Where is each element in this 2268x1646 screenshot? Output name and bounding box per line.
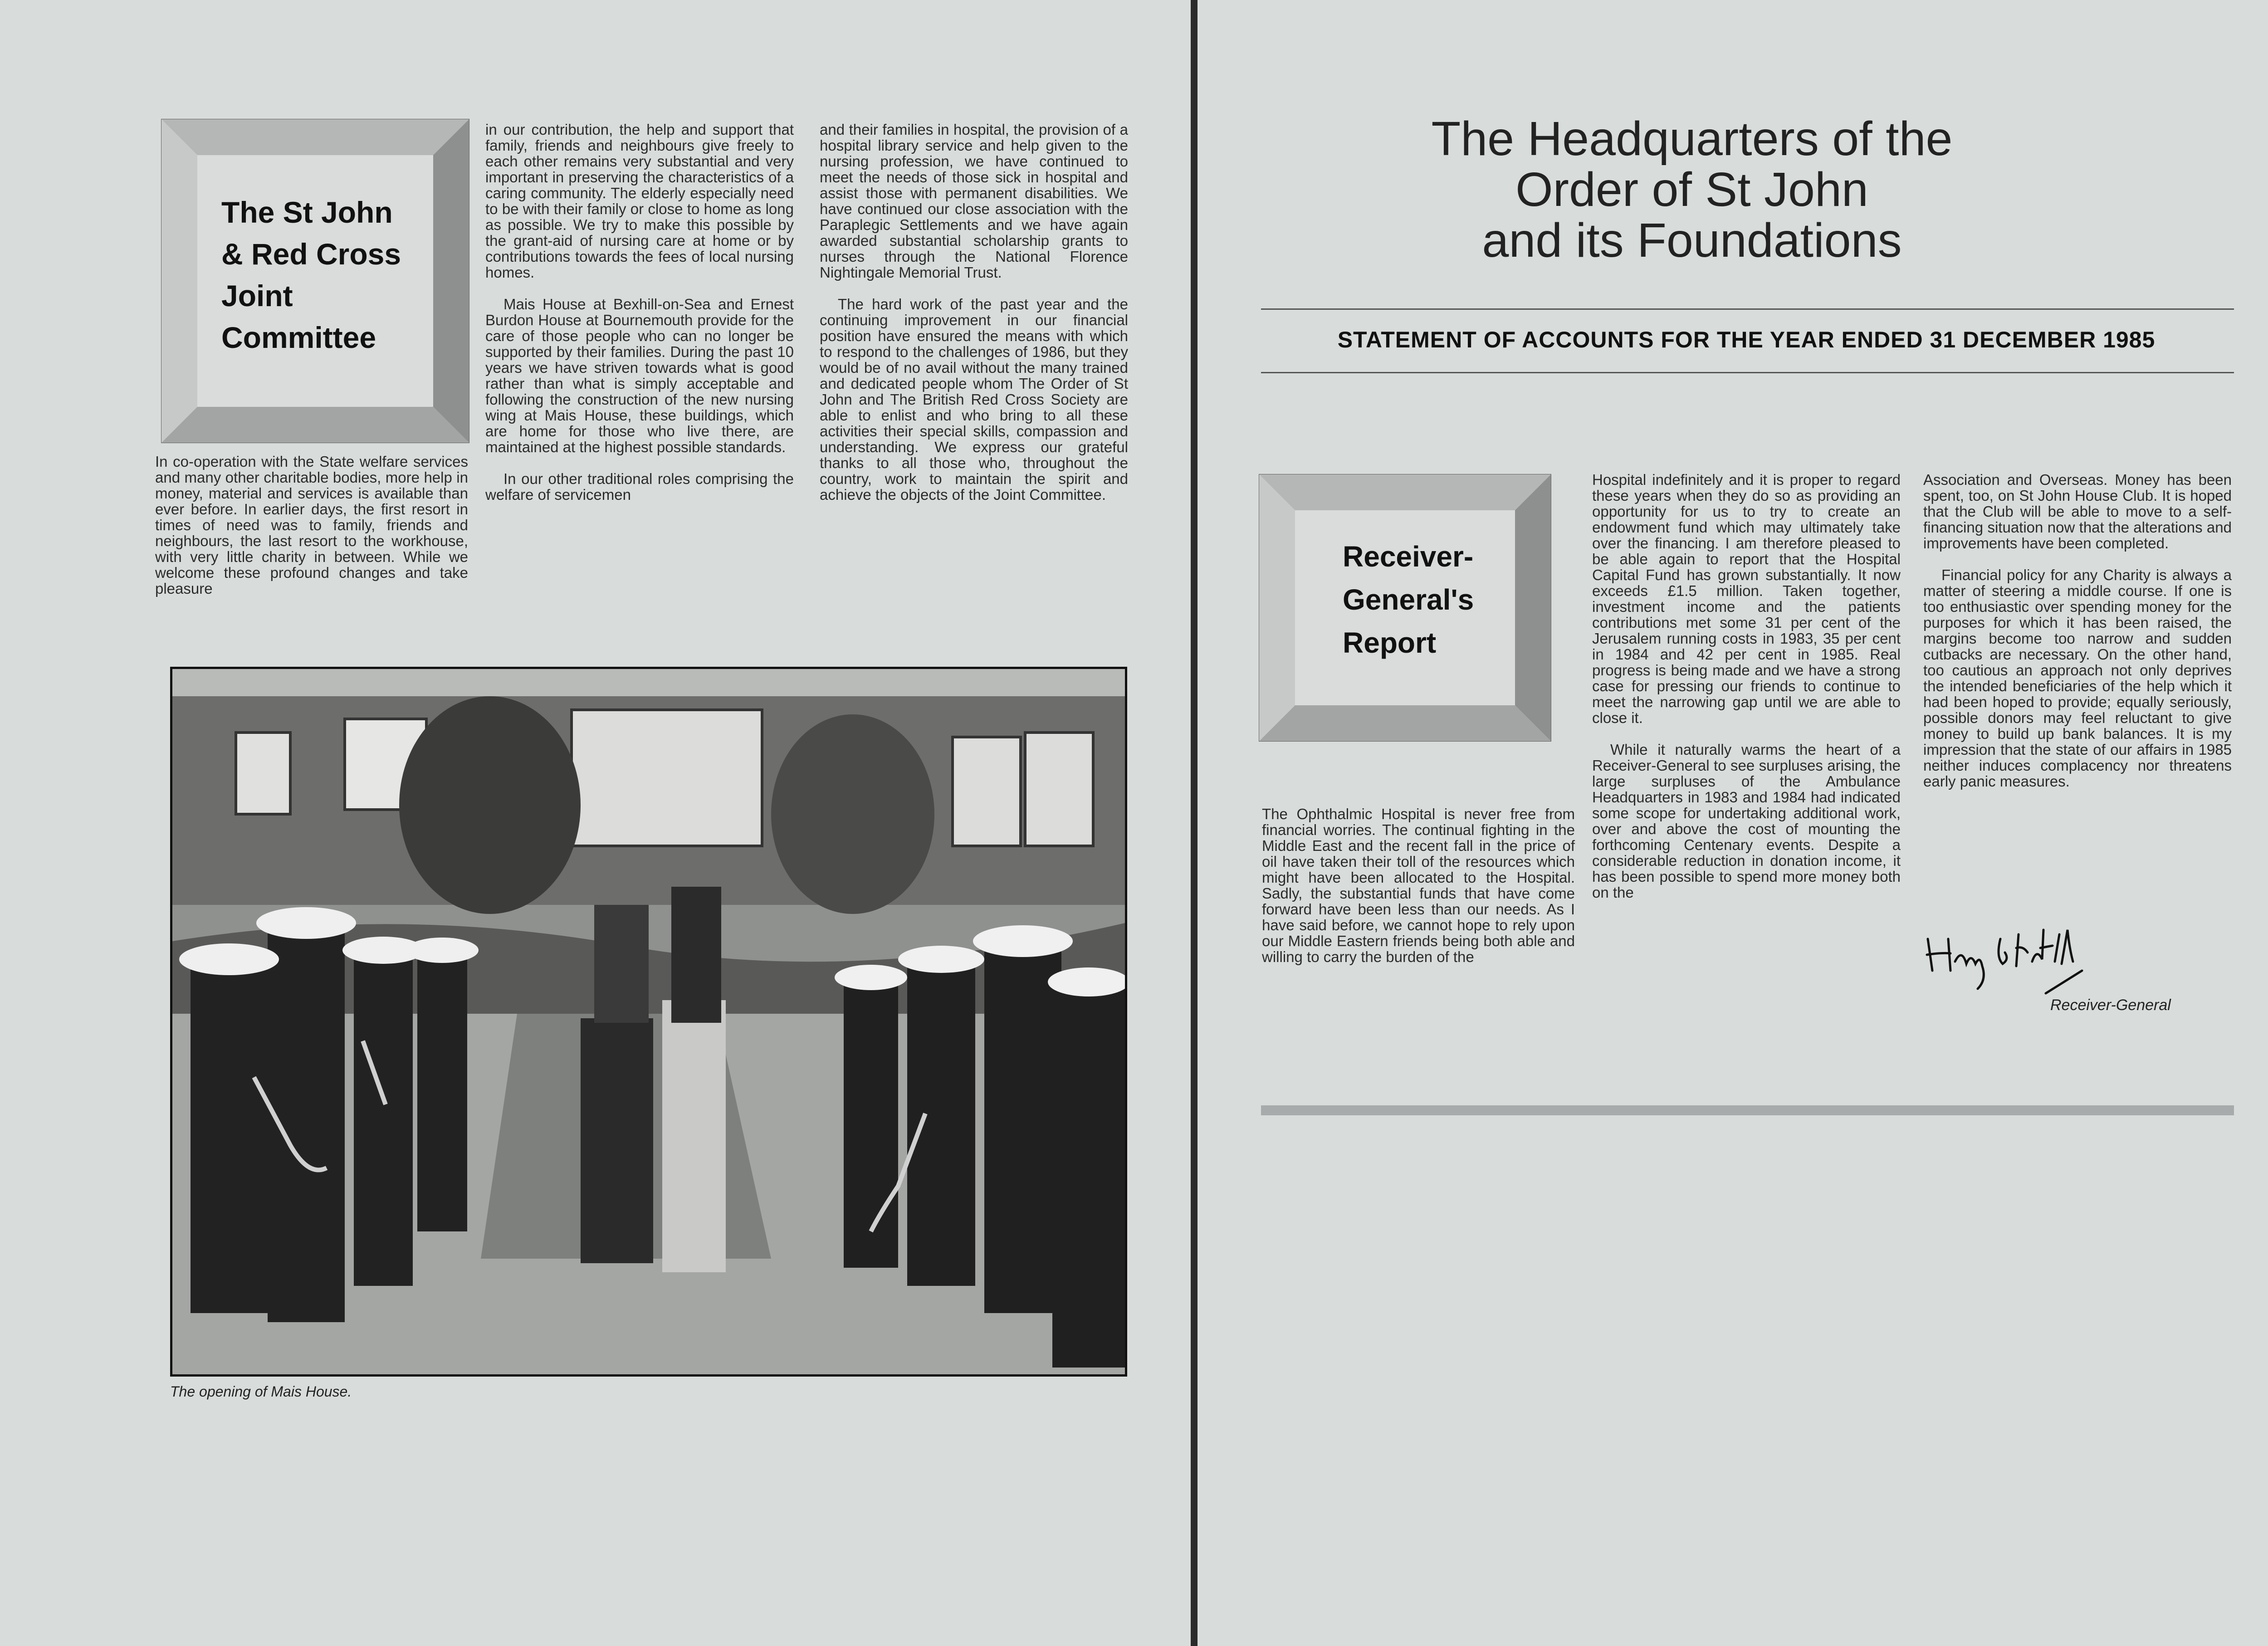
box-title [1343,535,1474,664]
right-column-2 [1592,472,1901,916]
joint-committee-title-box [161,119,469,443]
paragraph: Hospital indefinitely and it is proper to regard these years when they do so as providing an opportunity for us to try to create an endowment fund which may ultimately take over the financing. I am therefore pleased to be able again to report that the Hospital Capital Fund has grown substantially. It now exceeds £1.5 million. Taken together, investment income and the patients contributions met some 31 per cent of the Jerusalem running costs in 1983, 35 per cent in 1984 and 42 per cent in 1985. Real progress is being made and we have a strong case for pressing our friends to continue to meet the narrowing gap until we are able to close it. [1592,471,1901,726]
paragraph: Association and Overseas. Money has been spent, too, on St John House Club. It is hoped that the Club will be able to move to a self-financing situation now that the alterations and improvements have been completed. [1923,471,2232,552]
photo-illustration [172,669,1125,1374]
paragraph: In our other traditional roles comprising the welfare of servicemen [485,470,794,503]
box-title [221,191,401,358]
paragraph: in our contribution, the help and support that family, friends and neighbours give freely to each other remains very substantial and very important in preserving the characteristics of a caring community. The elderly especially need to be with their family or close to home as long as possible. We try to make this possible by the grant-aid of nursing care at home or by contributions towards the fees of local nursing homes. [485,121,794,281]
paragraph: In co-operation with the State welfare services and many other charitable bodies, more help in money, material and services is available than ever before. In earlier days, the first resort in times of need was to family, friends and neighbours, the last resort to the workhouse, with very little charity in between. While we welcome these profound changes and take pleasure [155,453,468,597]
statement-heading: STATEMENT OF ACCOUNTS FOR THE YEAR ENDED 31 DECEMBER 1985 [1337,327,2156,352]
handwritten-signature [1923,921,2096,1000]
title-line: and its Foundations [1482,214,1902,267]
box-title-line: Report [1343,626,1437,659]
left-column-1 [155,454,468,612]
box-title-line: The St John [221,195,393,229]
title-line: Order of St John [1515,163,1868,216]
receiver-general-title-box [1259,474,1551,742]
grey-divider-bar [1261,1105,2234,1115]
box-title-line: & Red Cross [221,237,401,271]
photo-caption: The opening of Mais House. [170,1383,352,1400]
main-title [1302,113,2082,266]
paragraph: Mais House at Bexhill-on-Sea and Ernest Burdon House at Bournemouth provide for the care of those people who can no longer be supported by their families. During the past 10 years we have striven towards what is good rather than what is simply acceptable and following the construction of the new nursing wing at Mais House, these buildings, which are home for those who live there, are maintained at the highest possible standards. [485,296,794,455]
signature-drawing [1923,921,2096,998]
bottom-rule [1261,372,2234,373]
mais-house-photo [170,667,1127,1377]
top-rule [1261,308,2234,310]
left-column-2 [485,122,794,518]
paragraph: Financial policy for any Charity is always a matter of steering a middle course. If one is too enthusiastic over spending money for the purposes for which it has been raised, the margins become too narrow and sudden cutbacks are necessary. On the other hand, too cautious an approach not only deprives the intended beneficiaries of the help which it had been hoped to provide; equally seriously, possible donors may feel reluctant to give money to build up bank balances. It is my impression that the state of our affairs in 1985 neither induces complacency nor threatens early panic measures. [1923,567,2232,790]
title-line: The Headquarters of the [1431,112,1953,166]
paragraph: While it naturally warms the heart of a Receiver-General to see surpluses arising, the large surpluses of the Ambulance Headquarters in 1983 and 1984 had indicated some scope for undertaking additional work, over and above the cost of mounting the forthcoming Centenary events. Despite a considerable reduction in donation income, it has been possible to spend more money both on the [1592,741,1901,901]
paragraph: The Ophthalmic Hospital is never free from financial worries. The continual fighting in the Middle East and the recent fall in the price of oil have taken their toll of the resources which might have been allocated to the Hospital. Sadly, the substantial funds that have come forward have been less than our needs. As I have said before, we cannot hope to rely upon our Middle Eastern friends being both able and willing to carry the burden of the [1262,806,1575,965]
box-title-line: Joint [221,279,293,313]
paragraph: The hard work of the past year and the continuing improvement in our financial position have ensured the means with which to respond to the challenges of 1986, but they would be of no avail without the many trained and dedicated people whom The Order of St John and The British Red Cross Society are able to enlist and who bring to all these activities their special skills, compassion and understanding. We express our grateful thanks to all those who, throughout the country, work to maintain the spirit and achieve the objects of the Joint Committee. [820,296,1128,503]
right-column-1 [1262,806,1575,981]
signature-title: Receiver-General [2050,996,2171,1014]
right-column-3 [1923,472,2232,805]
paragraph: and their families in hospital, the provision of a hospital library service and help given to the nursing profession, we have continued to meet the needs of those sick in hospital and assist those with permanent disabilities. We have continued our close association with the Paraplegic Settlements and we have again awarded substantial scholarship grants to nurses through the National Florence Nightingale Memorial Trust. [820,121,1128,281]
box-title-line: Committee [221,321,376,354]
box-title-line: General's [1343,583,1474,616]
left-column-3 [820,122,1128,518]
box-title-line: Receiver- [1343,540,1474,573]
